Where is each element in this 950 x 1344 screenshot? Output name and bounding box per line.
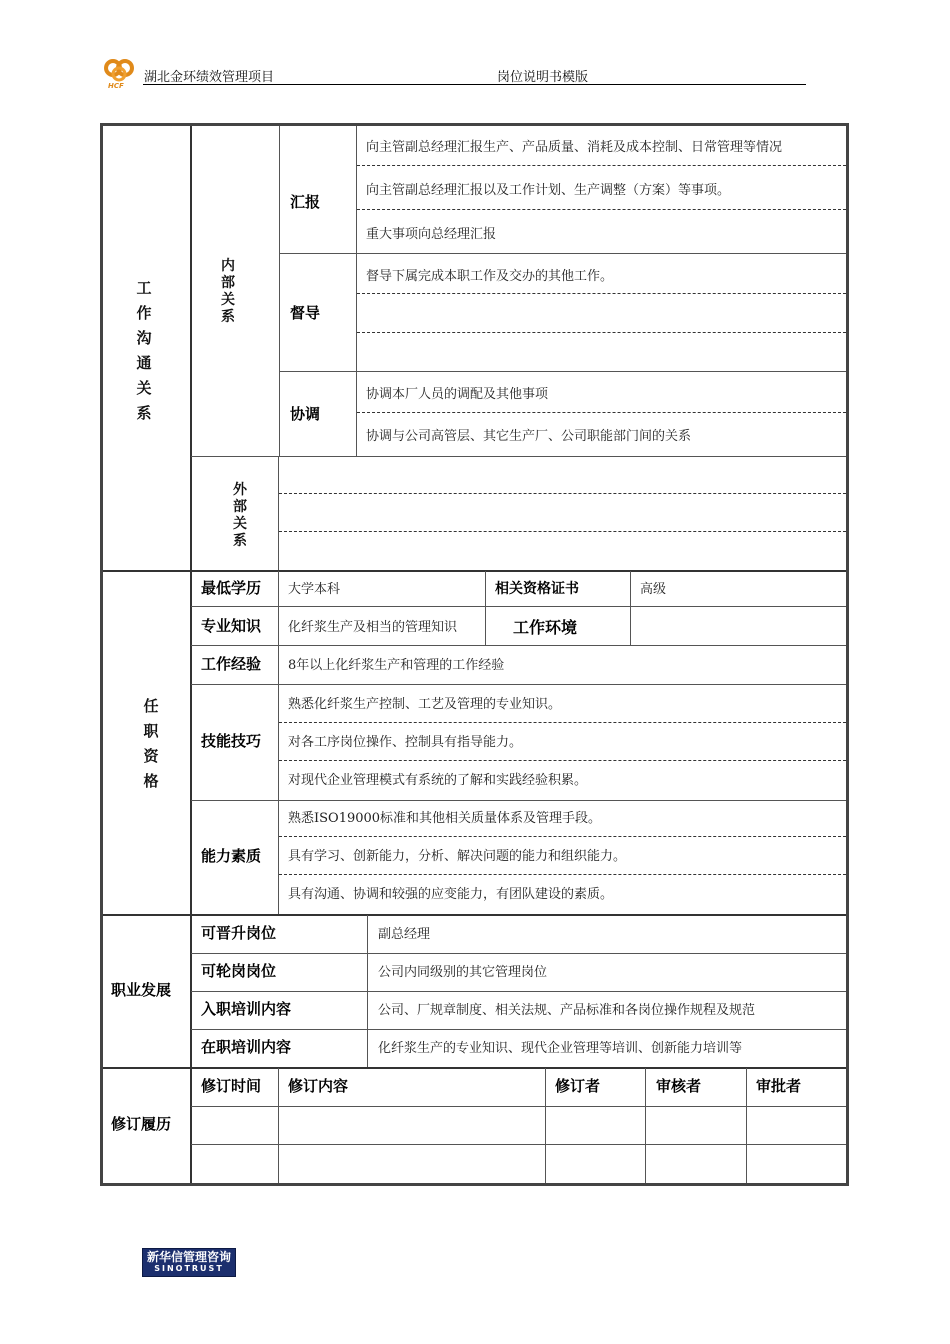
divider [191, 606, 846, 607]
report-item: 重大事项向总经理汇报 [366, 227, 497, 242]
divider [278, 1068, 279, 1183]
dashed-divider [279, 760, 846, 761]
divider [103, 1067, 846, 1069]
logo-cn-text: 新华信管理咨询 [146, 1250, 231, 1264]
certificate-value: 高级 [640, 582, 667, 597]
knowledge-label: 专业知识 [201, 617, 262, 635]
external-relations-label: 外部关系 [233, 482, 247, 549]
revision-header-content: 修订内容 [288, 1077, 349, 1095]
logo-text: HCF [108, 82, 124, 90]
divider [746, 1068, 747, 1183]
supervise-item: 督导下属完成本职工作及交办的其他工作。 [366, 269, 614, 284]
onboarding-training-value: 公司、厂规章制度、相关法规、产品标准和各岗位操作规程及规范 [378, 1003, 756, 1018]
dashed-divider [357, 332, 846, 333]
logo-en-text: SINOTRUST [154, 1264, 224, 1273]
internal-relations-label: 内部关系 [221, 258, 235, 325]
divider [645, 1068, 646, 1183]
onjob-training-value: 化纤浆生产的专业知识、现代企业管理等培训、创新能力培训等 [378, 1041, 743, 1056]
revision-header-approver: 审批者 [756, 1077, 802, 1095]
dashed-divider [357, 412, 846, 413]
revision-header-reviser: 修订者 [555, 1077, 601, 1095]
dashed-divider [357, 165, 846, 166]
ability-item: 具有学习、创新能力，分析、解决问题的能力和组织能力。 [288, 849, 627, 864]
rotation-label: 可轮岗岗位 [201, 962, 277, 980]
rotation-value: 公司内同级别的其它管理岗位 [378, 965, 548, 980]
divider [191, 991, 846, 992]
coordinate-item: 协调本厂人员的调配及其他事项 [366, 387, 549, 402]
divider [280, 253, 846, 254]
environment-label: 工作环境 [513, 618, 578, 637]
divider [191, 800, 846, 801]
skill-item: 对现代企业管理模式有系统的了解和实践经验积累。 [288, 773, 588, 788]
experience-value: 8年以上化纤浆生产和管理的工作经验 [288, 658, 505, 673]
section-label-career: 职业发展 [111, 981, 172, 999]
divider [545, 1068, 546, 1183]
divider [485, 571, 486, 645]
divider [191, 953, 846, 954]
certificate-label: 相关资格证书 [495, 581, 579, 597]
dashed-divider [279, 722, 846, 723]
dashed-divider [279, 493, 846, 494]
skill-item: 熟悉化纤浆生产控制、工艺及管理的专业知识。 [288, 697, 562, 712]
document-title: 岗位说明书模版 [497, 70, 589, 85]
company-logo [101, 55, 137, 91]
coordinate-item: 协调与公司高管层、其它生产厂、公司职能部门间的关系 [366, 429, 692, 444]
dashed-divider [279, 874, 846, 875]
dashed-divider [279, 836, 846, 837]
ability-label: 能力素质 [201, 847, 262, 865]
ability-item: 具有沟通、协调和较强的应变能力，有团队建设的素质。 [288, 887, 614, 902]
min-education-value: 大学本科 [288, 582, 341, 597]
onboarding-training-label: 入职培训内容 [201, 1000, 292, 1018]
divider [191, 1106, 846, 1107]
divider [278, 571, 279, 914]
revision-header-time: 修订时间 [201, 1077, 262, 1095]
ability-item: 熟悉ISO19000标准和其他相关质量体系及管理手段。 [288, 811, 602, 826]
onjob-training-label: 在职培训内容 [201, 1038, 292, 1056]
report-label: 汇报 [290, 193, 321, 211]
sinotrust-logo [142, 1248, 236, 1277]
divider [191, 1029, 846, 1030]
divider [191, 645, 846, 646]
coordinate-label: 协调 [290, 405, 321, 423]
section-label-communication: 工作沟通关系 [136, 279, 152, 422]
dashed-divider [357, 293, 846, 294]
divider [103, 914, 846, 916]
knowledge-value: 化纤浆生产及相当的管理知识 [288, 620, 458, 635]
divider [279, 126, 280, 456]
divider [630, 571, 631, 645]
divider [191, 1144, 846, 1145]
section-label-qualification: 任职资格 [143, 697, 159, 790]
supervise-label: 督导 [290, 304, 321, 322]
section-label-revision: 修订履历 [111, 1115, 172, 1133]
divider [280, 371, 846, 372]
header-rule [143, 84, 806, 85]
skills-label: 技能技巧 [201, 732, 262, 750]
divider [191, 684, 846, 685]
skill-item: 对各工序岗位操作、控制具有指导能力。 [288, 735, 523, 750]
report-item: 向主管副总经理汇报以及工作计划、生产调整（方案）等事项。 [366, 183, 731, 198]
experience-label: 工作经验 [201, 655, 262, 673]
promotion-value: 副总经理 [378, 927, 431, 942]
divider [356, 126, 357, 456]
divider [190, 126, 192, 1183]
dashed-divider [357, 209, 846, 210]
min-education-label: 最低学历 [201, 579, 262, 597]
report-item: 向主管副总经理汇报生产、产品质量、消耗及成本控制、日常管理等情况 [366, 140, 783, 155]
divider [103, 570, 846, 572]
divider [278, 457, 279, 570]
promotion-label: 可晋升岗位 [201, 924, 277, 942]
divider [191, 456, 846, 457]
dashed-divider [279, 531, 846, 532]
project-title: 湖北金环绩效管理项目 [144, 70, 275, 85]
revision-header-reviewer: 审核者 [656, 1077, 702, 1095]
